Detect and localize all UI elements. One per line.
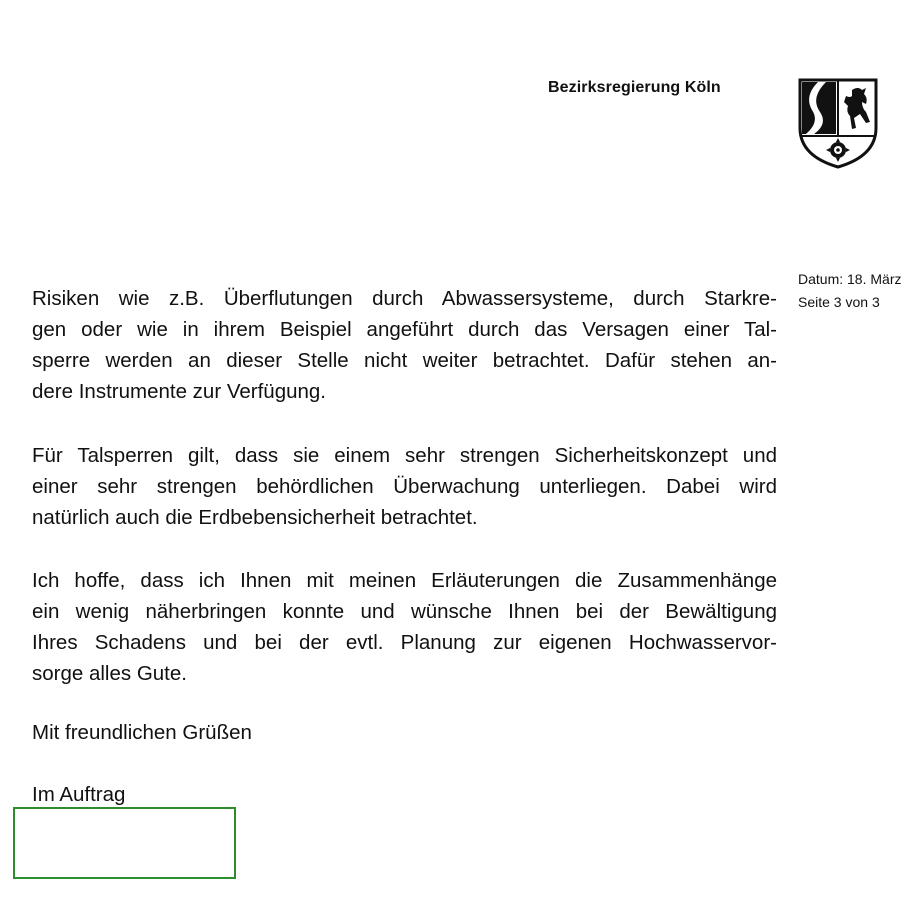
paragraph-line: Risiken wie z.B. Überflutungen durch Abwassersysteme, durch Starkre- — [32, 287, 777, 310]
paragraph-closing-wishes — [32, 565, 777, 689]
paragraph-line: dere Instrumente zur Verfügung. — [32, 380, 327, 403]
authority-name: Bezirksregierung Köln — [548, 79, 721, 96]
paragraph-line: sorge alles Gute. — [32, 662, 187, 685]
paragraph-line: einer sehr strengen behördlichen Überwachung unterliegen. Dabei wird — [32, 475, 777, 498]
letter-date: Datum: 18. März — [798, 271, 902, 287]
paragraph-line: gen oder wie in ihrem Beispiel angeführt durch das Versagen einer Tal- — [32, 318, 777, 341]
paragraph-line: Ihres Schadens und bei der evtl. Planung zur eigenen Hochwasservor- — [32, 631, 777, 654]
paragraph-line: Für Talsperren gilt, dass sie einem sehr strengen Sicherheitskonzept und — [32, 444, 777, 467]
paragraph-line: natürlich auch die Erdbebensicherheit betrachtet. — [32, 506, 478, 529]
paragraph-dams — [32, 440, 777, 533]
by-order-text: Im Auftrag — [32, 783, 126, 806]
by-order-line — [32, 779, 777, 810]
closing-text: Mit freundlichen Grüßen — [32, 721, 252, 744]
closing-salutation — [32, 717, 777, 748]
nrw-coat-of-arms-icon — [796, 76, 880, 170]
paragraph-line: ein wenig näherbringen konnte und wünsche Ihnen bei der Bewältigung — [32, 600, 777, 623]
paragraph-line: Ich hoffe, dass ich Ihnen mit meinen Erläuterungen die Zusammenhänge — [32, 569, 777, 592]
signature-box — [13, 807, 236, 879]
page-number: Seite 3 von 3 — [798, 294, 880, 310]
paragraph-risks — [32, 283, 777, 407]
paragraph-line: sperre werden an dieser Stelle nicht weiter betrachtet. Dafür stehen an- — [32, 349, 777, 372]
